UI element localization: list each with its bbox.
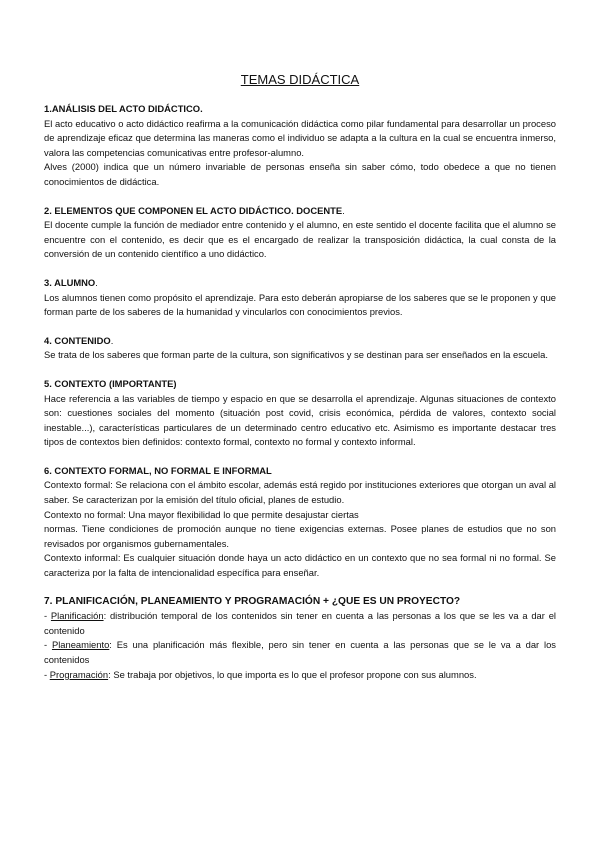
paragraph: Los alumnos tienen como propósito el aprendizaje. Para esto deberán apropiarse de los saberes que se le proponen y que forman parte de los saberes de la humanidad y vincularlos con conocimientos previos. (44, 291, 556, 318)
section-planificacion (44, 595, 556, 683)
paragraph: Alves (2000) indica que un número invariable de personas enseña sin saber cómo, todo obedece a que no tienen conocimientos de didáctica. (44, 161, 556, 187)
section-heading: 7. PLANIFICACIÓN, PLANEAMIENTO Y PROGRAMACIÓN + ¿QUE ES UN PROYECTO? (44, 595, 461, 607)
item-text: : distribución temporal de los contenidos sin tener en cuenta a las personas a los que se les va a dar el contenido (44, 610, 556, 636)
list-item (44, 668, 556, 683)
paragraph: Contexto no formal: Una mayor flexibilidad lo que permite desajustar ciertas (44, 508, 359, 520)
page-title: TEMAS DIDÁCTICA (240, 72, 360, 87)
heading-text: 2. ELEMENTOS QUE COMPONEN EL ACTO DIDÁCTICO. DOCENTE (44, 204, 343, 216)
heading-period: . (95, 276, 98, 288)
section-heading: 1.ANÁLISIS DEL ACTO DIDÁCTICO. (44, 103, 203, 114)
item-prefix: - (44, 610, 51, 622)
heading-text: 4. CONTENIDO (44, 334, 111, 346)
paragraph: El acto educativo o acto didáctico reafirma a la comunicación didáctica como pilar fundamental para desarrollar un proceso de aprendizaje eficaz que determina las maneras como el individuo se adapta a la cultura en la cual se encuentra inmerso, valora las competencias comunicativas entre profesor-alumno. (44, 117, 556, 158)
list-item (44, 638, 556, 667)
paragraph: normas. Tiene condiciones de promoción aunque no tiene exigencias externas. Posee planes de estudios que no son revisados por organismos gubernamentales. (44, 523, 556, 549)
heading-text: 3. ALUMNO (44, 276, 96, 288)
item-prefix: - (44, 668, 50, 680)
paragraph: El docente cumple la función de mediador entre contenido y el alumno, en este sentido el docente facilita que el alumno se encuentre con el contenido, es decir que es el encargado de realizar la transposición didáctica, la cual consta de la conversión de un contenido científico a uno didáctico. (44, 219, 556, 260)
list-item (44, 609, 556, 638)
paragraph: Hace referencia a las variables de tiempo y espacio en que se desarrolla el aprendizaje. Algunas situaciones de contexto son: cuestiones sociales del momento (situación post covid, crisis económica, pérdida de valores, contexto social inestable...), características particulares de un determinado centro educativo etc. Asimismo es importante destacar tres tipos de contextos bien definidos: contexto formal, contexto no formal y contexto informal. (44, 392, 556, 448)
paragraph: Se trata de los saberes que forman parte de la cultura, son significativos y se destinan para ser enseñados en la escuela. (44, 349, 548, 361)
section-heading: 6. CONTEXTO FORMAL, NO FORMAL E INFORMAL (44, 464, 272, 476)
item-term: Planificación (50, 610, 104, 622)
section-contexto-tipos (44, 464, 556, 581)
section-contenido (44, 334, 556, 363)
item-term: Programación (49, 668, 109, 680)
document-body (44, 102, 556, 696)
section-contexto (44, 377, 556, 450)
item-text: : Es una planificación más flexible, pero sin tener en cuenta a las personas que se le va a dar los contenidos (44, 639, 556, 665)
heading-period: . (342, 204, 345, 216)
section-heading: 5. CONTEXTO (IMPORTANTE) (44, 377, 177, 389)
item-term: Planeamiento (51, 639, 110, 651)
section-analisis (44, 102, 556, 190)
paragraph: Contexto informal: Es cualquier situación donde haya un acto didáctico en un contexto que no sea formal ni no formal. Se caracteriza por la falta de intencionalidad específica para enseñar. (44, 552, 556, 579)
section-heading (44, 204, 556, 219)
section-heading (44, 334, 556, 349)
heading-period: . (110, 334, 114, 346)
section-elementos (44, 204, 556, 262)
section-heading (44, 276, 556, 291)
section-alumno (44, 276, 556, 320)
item-prefix: - (44, 639, 52, 651)
item-text: : Se trabaja por objetivos, lo que importa es lo que el profesor propone con sus alumnos. (108, 668, 477, 680)
paragraph: Contexto formal: Se relaciona con el ámbito escolar, además está regido por instituciones exteriores que otorgan un aval al saber. Se caracterizan por la emisión del título oficial, planes de estudio. (44, 479, 556, 506)
